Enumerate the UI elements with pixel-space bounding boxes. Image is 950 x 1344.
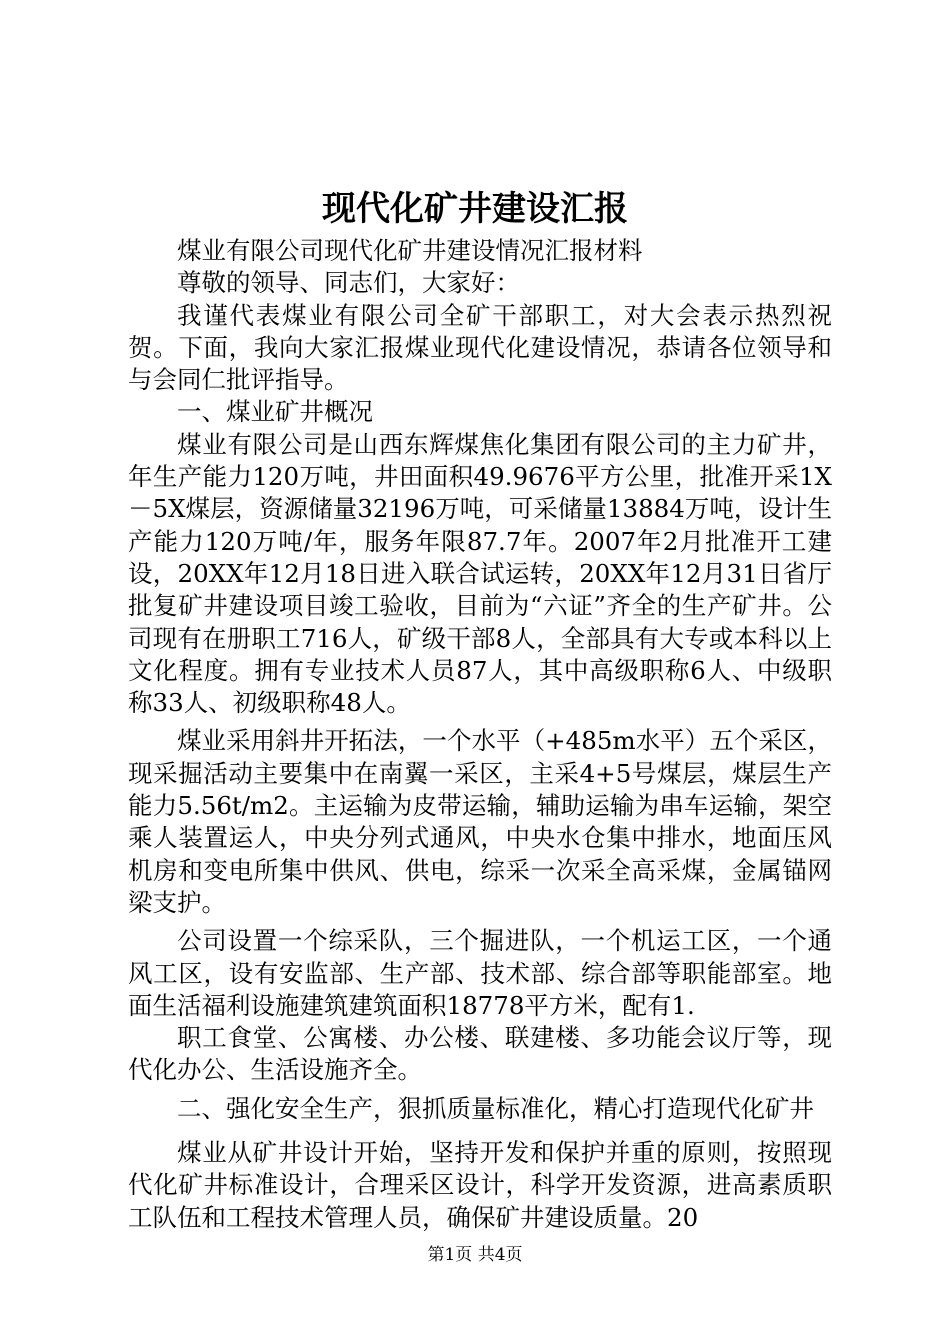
paragraph-mining-method: 煤业采用斜井开拓法，一个水平（+485m水平）五个采区，现采掘活动主要集中在南翼一采区，主采4+5号煤层，煤层生产能力5.56t/m2。主运输为皮带运输，辅助运输为串车运输，架空乘人装置运人，中央分列式通风，中央水仓集中排水，地面压风机房和变电所集中供风、供电，综采一次采全高采煤，金属锚网梁支护。 [128, 726, 832, 917]
paragraph-opening: 我谨代表煤业有限公司全矿干部职工，对大会表示热烈祝贺。下面，我向大家汇报煤业现代化建设情况，恭请各位领导和与会同仁批评指导。 [128, 300, 832, 395]
paragraph-design-principles: 煤业从矿井设计开始，坚持开发和保护并重的原则，按照现代化矿井标准设计，合理采区设计，科学开发资源，进高素质职工队伍和工程技术管理人员，确保矿井建设质量。20 [128, 1138, 832, 1232]
page-number-footer: 第1页 共4页 [427, 1245, 523, 1265]
paragraph-mine-overview: 煤业有限公司是山西东辉煤焦化集团有限公司的主力矿井，年生产能力120万吨，井田面积49.9676平方公里，批准开采1X－5X煤层，资源储量32196万吨，可采储量13884万吨，设计生产能力120万吨/年，服务年限87.7年。2007年2月批准开工建设，20XX年12月18日进入联合试运转，20XX年12月31日省厅批复矿井建设项目竣工验收，目前为“六证”齐全的生产矿井。公司现有在册职工716人，矿级干部8人，全部具有大专或本科以上文化程度。拥有专业技术人员87人，其中高级职称6人、中级职称33人、初级职称48人。 [128, 429, 832, 718]
section-heading-overview: 一、煤业矿井概况 [177, 397, 373, 427]
section-heading-safety: 二、强化安全生产，狠抓质量标准化，精心打造现代化矿井 [177, 1093, 814, 1123]
paragraph-facilities: 职工食堂、公寓楼、办公楼、联建楼、多功能会议厅等，现代化办公、生活设施齐全。 [128, 1023, 832, 1085]
paragraph-report-subtitle: 煤业有限公司现代化矿井建设情况汇报材料 [177, 236, 643, 265]
paragraph-greeting: 尊敬的领导、同志们，大家好： [177, 268, 520, 298]
document-body [128, 235, 832, 1234]
document-title: 现代化矿井建设汇报 [322, 189, 628, 229]
paragraph-organization: 公司设置一个综采队，三个掘进队，一个机运工区，一个通风工区，设有安监部、生产部、技术部、综合部等职能部室。地面生活福利设施建筑建筑面积18778平方米，配有1. [128, 926, 832, 1020]
